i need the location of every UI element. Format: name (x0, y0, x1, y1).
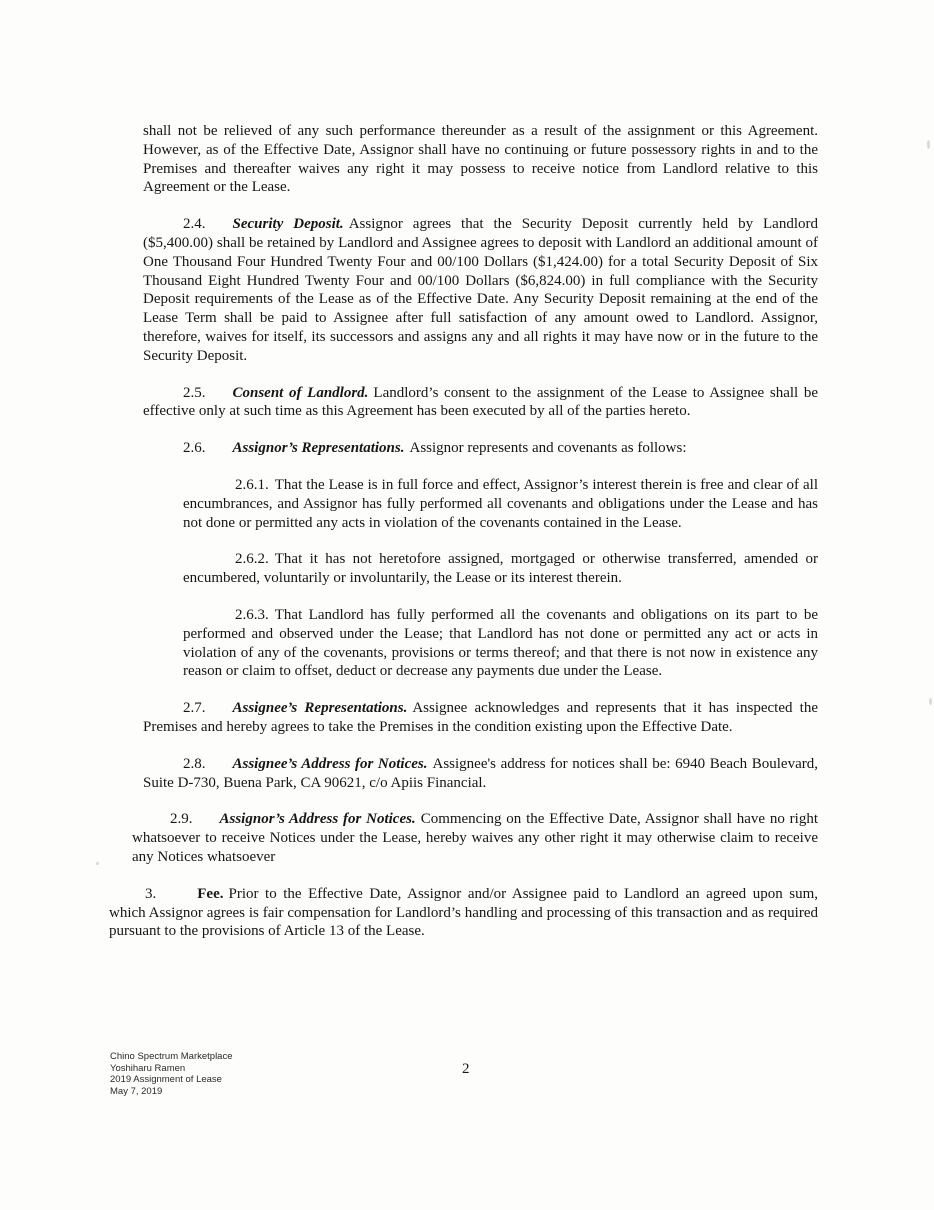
section-heading: Fee. (197, 885, 224, 902)
paragraph-2-7 (143, 699, 818, 737)
subsection-number: 2.6.2. (235, 551, 269, 568)
paragraph-2-6-3 (183, 606, 818, 681)
scan-artifact (927, 140, 930, 149)
paragraph-text: That it has not heretofore assigned, mortgaged or otherwise transferred, amended or encumbered, voluntarily or involuntarily, the Lease or its interest therein. (183, 551, 818, 587)
paragraph-text: Assignee acknowledges and represents that it has inspected the Premises and hereby agrees to take the Premises in the condition existing upon the Effective Date. (143, 700, 819, 735)
paragraph-2-5 (143, 384, 818, 422)
section-heading: Assignee’s Representations. (232, 700, 408, 717)
paragraph-text: Commencing on the Effective Date, Assignor shall have no right whatsoever to receive Notices under the Lease, hereby waives any other right it may otherwise claim to receive any Notices whatsoever (132, 811, 818, 865)
paragraph-text: Assignor agrees that the Security Deposit currently held by Landlord ($5,400.00) shall be retained by Landlord and Assignee agrees to deposit with Landlord an additional amount of One Thousand Four Hundred Twenty Four and 00/100 Dollars ($1,424.00) for a total Security Deposit of Six Thousand Eight Hundred Twenty Four and 00/100 Dollars ($6,824.00) in full compliance with the Security Deposit requirements of the Lease as of the Effective Date. Any Security Deposit remaining at the end of the Lease Term shall be paid to Assignee after full satisfaction of any amount owed to Landlord. Assignor, therefore, waives for itself, its successors and assigns any and all rights it may have now or in the future to the Security Deposit. (143, 216, 818, 364)
section-number: 2.6. (183, 440, 206, 457)
paragraph-2-6-1 (183, 476, 818, 532)
footer-line-date: May 7, 2019 (110, 1085, 163, 1097)
scan-artifact (929, 698, 932, 705)
paragraph-2-4 (143, 215, 818, 365)
section-heading: Assignor’s Representations. (232, 440, 405, 457)
section-number: 2.5. (183, 384, 206, 401)
section-number: 3. (145, 885, 157, 902)
paragraph-text: Landlord’s consent to the assignment of the Lease to Assignee shall be effective only at such time as this Agreement has been executed by all of the parties hereto. (143, 384, 819, 420)
paragraph-continuation (143, 122, 818, 197)
section-heading: Assignor’s Address for Notices. (219, 811, 416, 828)
paragraph-text: Assignor represents and covenants as follows: (409, 440, 687, 457)
footer-line-tenant: Yoshiharu Ramen (110, 1062, 186, 1074)
footer-line-document-title: 2019 Assignment of Lease (110, 1074, 222, 1085)
document-body (109, 122, 819, 959)
subsection-number: 2.6.1. (235, 476, 269, 493)
page-number: 2 (462, 1061, 470, 1077)
paragraph-2-6-2 (183, 550, 818, 588)
paragraph-text: Assignee's address for notices shall be: 6940 Beach Boulevard, Suite D-730, Buena Park, CA 90621, c/o Apiis Financial. (143, 755, 818, 791)
paragraph-text: shall not be relieved of any such performance thereunder as a result of the assignment or this Agreement. However, as of the Effective Date, Assignor shall have no continuing or future possessory rights in and to the Premises and thereafter waives any right it may possess to receive notice from Landlord relative to this Agreement or the Lease. (143, 123, 818, 196)
section-number: 2.8. (183, 755, 206, 772)
section-heading: Consent of Landlord. (232, 384, 369, 401)
footer-reference-block (110, 1051, 233, 1097)
footer-line-property: Chino Spectrum Marketplace (110, 1051, 233, 1062)
section-number: 2.9. (170, 811, 193, 828)
section-heading: Security Deposit. (232, 216, 344, 233)
paragraph-2-8 (143, 755, 818, 793)
paragraph-3 (109, 885, 818, 941)
subsection-number: 2.6.3. (235, 606, 269, 623)
paragraph-text: That the Lease is in full force and effect, Assignor’s interest therein is free and clear of all encumbrances, and Assignor has fully performed all covenants and obligations under the Lease and has not done or permitted any acts in violation of the covenants contained in the Lease. (183, 476, 818, 531)
paragraph-text: That Landlord has fully performed all the covenants and obligations on its part to be performed and observed under the Lease; that Landlord has not done or permitted any act or acts in violation of any of the covenants, provisions or terms thereof; and that there is not now in existence any reason or claim to offset, deduct or decrease any payments due under the Lease. (183, 606, 818, 680)
scan-artifact (96, 862, 99, 865)
paragraph-2-9 (132, 810, 818, 866)
section-number: 2.7. (183, 700, 206, 717)
section-number: 2.4. (183, 216, 206, 233)
paragraph-2-6 (143, 439, 818, 458)
paragraph-text: Prior to the Effective Date, Assignor and/or Assignee paid to Landlord an agreed upon sum, which Assignor agrees is fair compensation for Landlord’s handling and processing of this transaction and as required pursuant to the provisions of Article 13 of the Lease. (109, 885, 818, 940)
section-heading: Assignee’s Address for Notices. (232, 755, 428, 772)
